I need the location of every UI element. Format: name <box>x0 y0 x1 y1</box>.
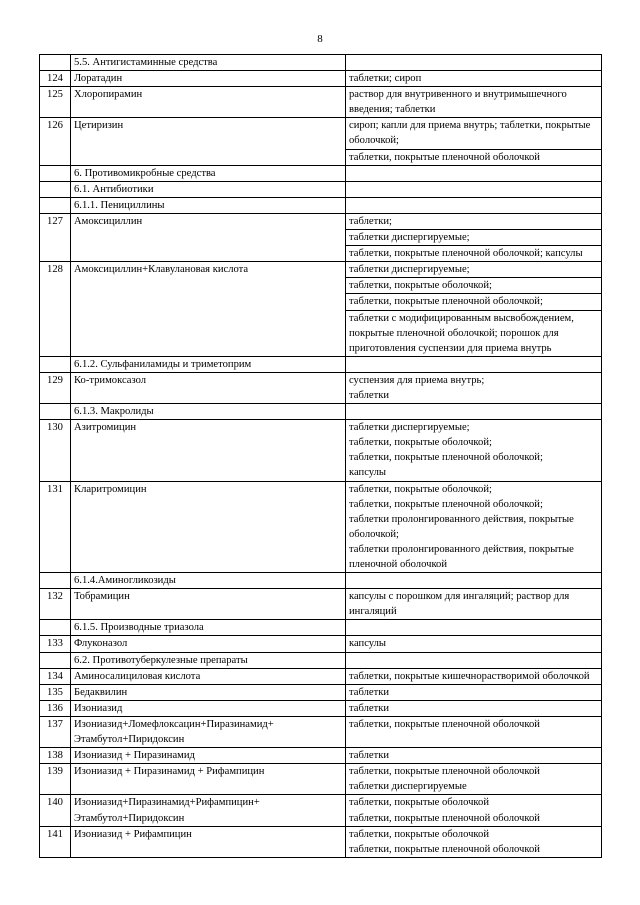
row-number <box>40 165 71 181</box>
page-number: 8 <box>317 33 323 45</box>
dosage-form: таблетки диспергируемые; <box>346 262 602 278</box>
dosage-form <box>346 165 602 181</box>
row-number <box>40 356 71 372</box>
row-number <box>40 652 71 668</box>
drug-name: Амоксициллин+Клавулановая кислота <box>71 262 346 357</box>
section-row <box>40 356 602 372</box>
dosage-form <box>346 652 602 668</box>
table-row <box>40 795 602 826</box>
table-row <box>40 87 602 118</box>
row-number: 131 <box>40 481 71 573</box>
table-row <box>40 71 602 87</box>
table-row <box>40 213 602 229</box>
table-row <box>40 716 602 747</box>
row-number: 133 <box>40 636 71 652</box>
dosage-form <box>346 620 602 636</box>
row-number: 126 <box>40 118 71 165</box>
section-title: 6. Противомикробные средства <box>71 165 346 181</box>
dosage-form <box>346 404 602 420</box>
drug-name: Цетиризин <box>71 118 346 165</box>
dosage-form: таблетки, покрытые оболочкой; <box>346 278 602 294</box>
drug-name: Кларитромицин <box>71 481 346 573</box>
dosage-form: таблетки, покрытые пленочной оболочкой; <box>346 294 602 310</box>
row-number: 124 <box>40 71 71 87</box>
row-number: 125 <box>40 87 71 118</box>
drug-name: Азитромицин <box>71 420 346 481</box>
table-row <box>40 481 602 573</box>
section-title: 6.1.3. Макролиды <box>71 404 346 420</box>
section-row <box>40 55 602 71</box>
row-number: 132 <box>40 589 71 620</box>
drug-list-table <box>39 54 602 858</box>
dosage-form: суспензия для приема внутрь; таблетки <box>346 372 602 403</box>
row-number: 136 <box>40 700 71 716</box>
row-number: 129 <box>40 372 71 403</box>
dosage-form: капсулы с порошком для ингаляций; раствор для ингаляций <box>346 589 602 620</box>
dosage-form: таблетки, покрытые оболочкой таблетки, покрытые пленочной оболочкой <box>346 795 602 826</box>
dosage-form: таблетки, покрытые оболочкой таблетки, покрытые пленочной оболочкой <box>346 826 602 857</box>
dosage-form: таблетки, покрытые пленочной оболочкой; капсулы <box>346 246 602 262</box>
table-row <box>40 118 602 149</box>
table-row <box>40 262 602 278</box>
section-row <box>40 652 602 668</box>
row-number <box>40 181 71 197</box>
dosage-form <box>346 573 602 589</box>
section-row <box>40 197 602 213</box>
row-number <box>40 620 71 636</box>
section-row <box>40 165 602 181</box>
dosage-form: таблетки с модифицированным высвобождением, покрытые пленочной оболочкой; порошок для приготовления суспензии для приема внутрь <box>346 310 602 356</box>
section-title: 6.1.2. Сульфаниламиды и триметоприм <box>71 356 346 372</box>
drug-name: Лоратадин <box>71 71 346 87</box>
dosage-form: таблетки, покрытые кишечнорастворимой оболочкой <box>346 668 602 684</box>
table-row <box>40 700 602 716</box>
dosage-form: таблетки, покрытые пленочной оболочкой <box>346 716 602 747</box>
section-row <box>40 573 602 589</box>
row-number <box>40 55 71 71</box>
section-row <box>40 620 602 636</box>
dosage-form: капсулы <box>346 636 602 652</box>
row-number: 130 <box>40 420 71 481</box>
section-title: 6.1.5. Производные триазола <box>71 620 346 636</box>
drug-name: Аминосалициловая кислота <box>71 668 346 684</box>
section-title: 6.1.4.Аминогликозиды <box>71 573 346 589</box>
dosage-form: таблетки <box>346 748 602 764</box>
drug-name: Ко-тримоксазол <box>71 372 346 403</box>
table-row <box>40 668 602 684</box>
dosage-form: таблетки <box>346 700 602 716</box>
row-number: 128 <box>40 262 71 357</box>
dosage-form <box>346 181 602 197</box>
drug-name: Изониазид + Пиразинамид + Рифампицин <box>71 764 346 795</box>
drug-name: Флуконазол <box>71 636 346 652</box>
dosage-form: раствор для внутривенного и внутримышечного введения; таблетки <box>346 87 602 118</box>
dosage-form: таблетки диспергируемые; таблетки, покрытые оболочкой; таблетки, покрытые пленочной оболочкой; капсулы <box>346 420 602 481</box>
drug-name: Бедаквилин <box>71 684 346 700</box>
section-title: 5.5. Антигистаминные средства <box>71 55 346 71</box>
dosage-form: таблетки диспергируемые; <box>346 230 602 246</box>
table-row <box>40 684 602 700</box>
dosage-form: таблетки, покрытые оболочкой; таблетки, покрытые пленочной оболочкой; таблетки пролонгированного действия, покрытые оболочкой; таблетки пролонгированного действия, покрытые пленочной оболочкой <box>346 481 602 573</box>
section-title: 6.2. Противотуберкулезные препараты <box>71 652 346 668</box>
drug-list-body <box>40 55 602 858</box>
dosage-form: таблетки; сироп <box>346 71 602 87</box>
table-row <box>40 372 602 403</box>
table-row <box>40 748 602 764</box>
dosage-form: таблетки, покрытые пленочной оболочкой <box>346 149 602 165</box>
drug-name: Изониазид + Пиразинамид <box>71 748 346 764</box>
drug-name: Изониазид+Ломефлоксацин+Пиразинамид+ Этамбутол+Пиридоксин <box>71 716 346 747</box>
row-number <box>40 404 71 420</box>
dosage-form: сироп; капли для приема внутрь; таблетки, покрытые оболочкой; <box>346 118 602 149</box>
drug-name: Изониазид <box>71 700 346 716</box>
drug-name: Тобрамицин <box>71 589 346 620</box>
table-row <box>40 636 602 652</box>
section-title: 6.1.1. Пенициллины <box>71 197 346 213</box>
dosage-form <box>346 197 602 213</box>
drug-list-table-wrapper <box>39 54 601 858</box>
section-title: 6.1. Антибиотики <box>71 181 346 197</box>
row-number: 138 <box>40 748 71 764</box>
row-number: 140 <box>40 795 71 826</box>
row-number <box>40 573 71 589</box>
drug-name: Амоксициллин <box>71 213 346 261</box>
row-number: 134 <box>40 668 71 684</box>
drug-name: Изониазид + Рифампицин <box>71 826 346 857</box>
dosage-form: таблетки; <box>346 213 602 229</box>
table-row <box>40 589 602 620</box>
row-number: 139 <box>40 764 71 795</box>
drug-name: Изониазид+Пиразинамид+Рифампицин+ Этамбутол+Пиридоксин <box>71 795 346 826</box>
drug-name: Хлоропирамин <box>71 87 346 118</box>
dosage-form <box>346 55 602 71</box>
dosage-form <box>346 356 602 372</box>
dosage-form: таблетки <box>346 684 602 700</box>
section-row <box>40 404 602 420</box>
row-number: 137 <box>40 716 71 747</box>
table-row <box>40 764 602 795</box>
section-row <box>40 181 602 197</box>
dosage-form: таблетки, покрытые пленочной оболочкой таблетки диспергируемые <box>346 764 602 795</box>
row-number <box>40 197 71 213</box>
row-number: 135 <box>40 684 71 700</box>
table-row <box>40 420 602 481</box>
row-number: 141 <box>40 826 71 857</box>
row-number: 127 <box>40 213 71 261</box>
table-row <box>40 826 602 857</box>
